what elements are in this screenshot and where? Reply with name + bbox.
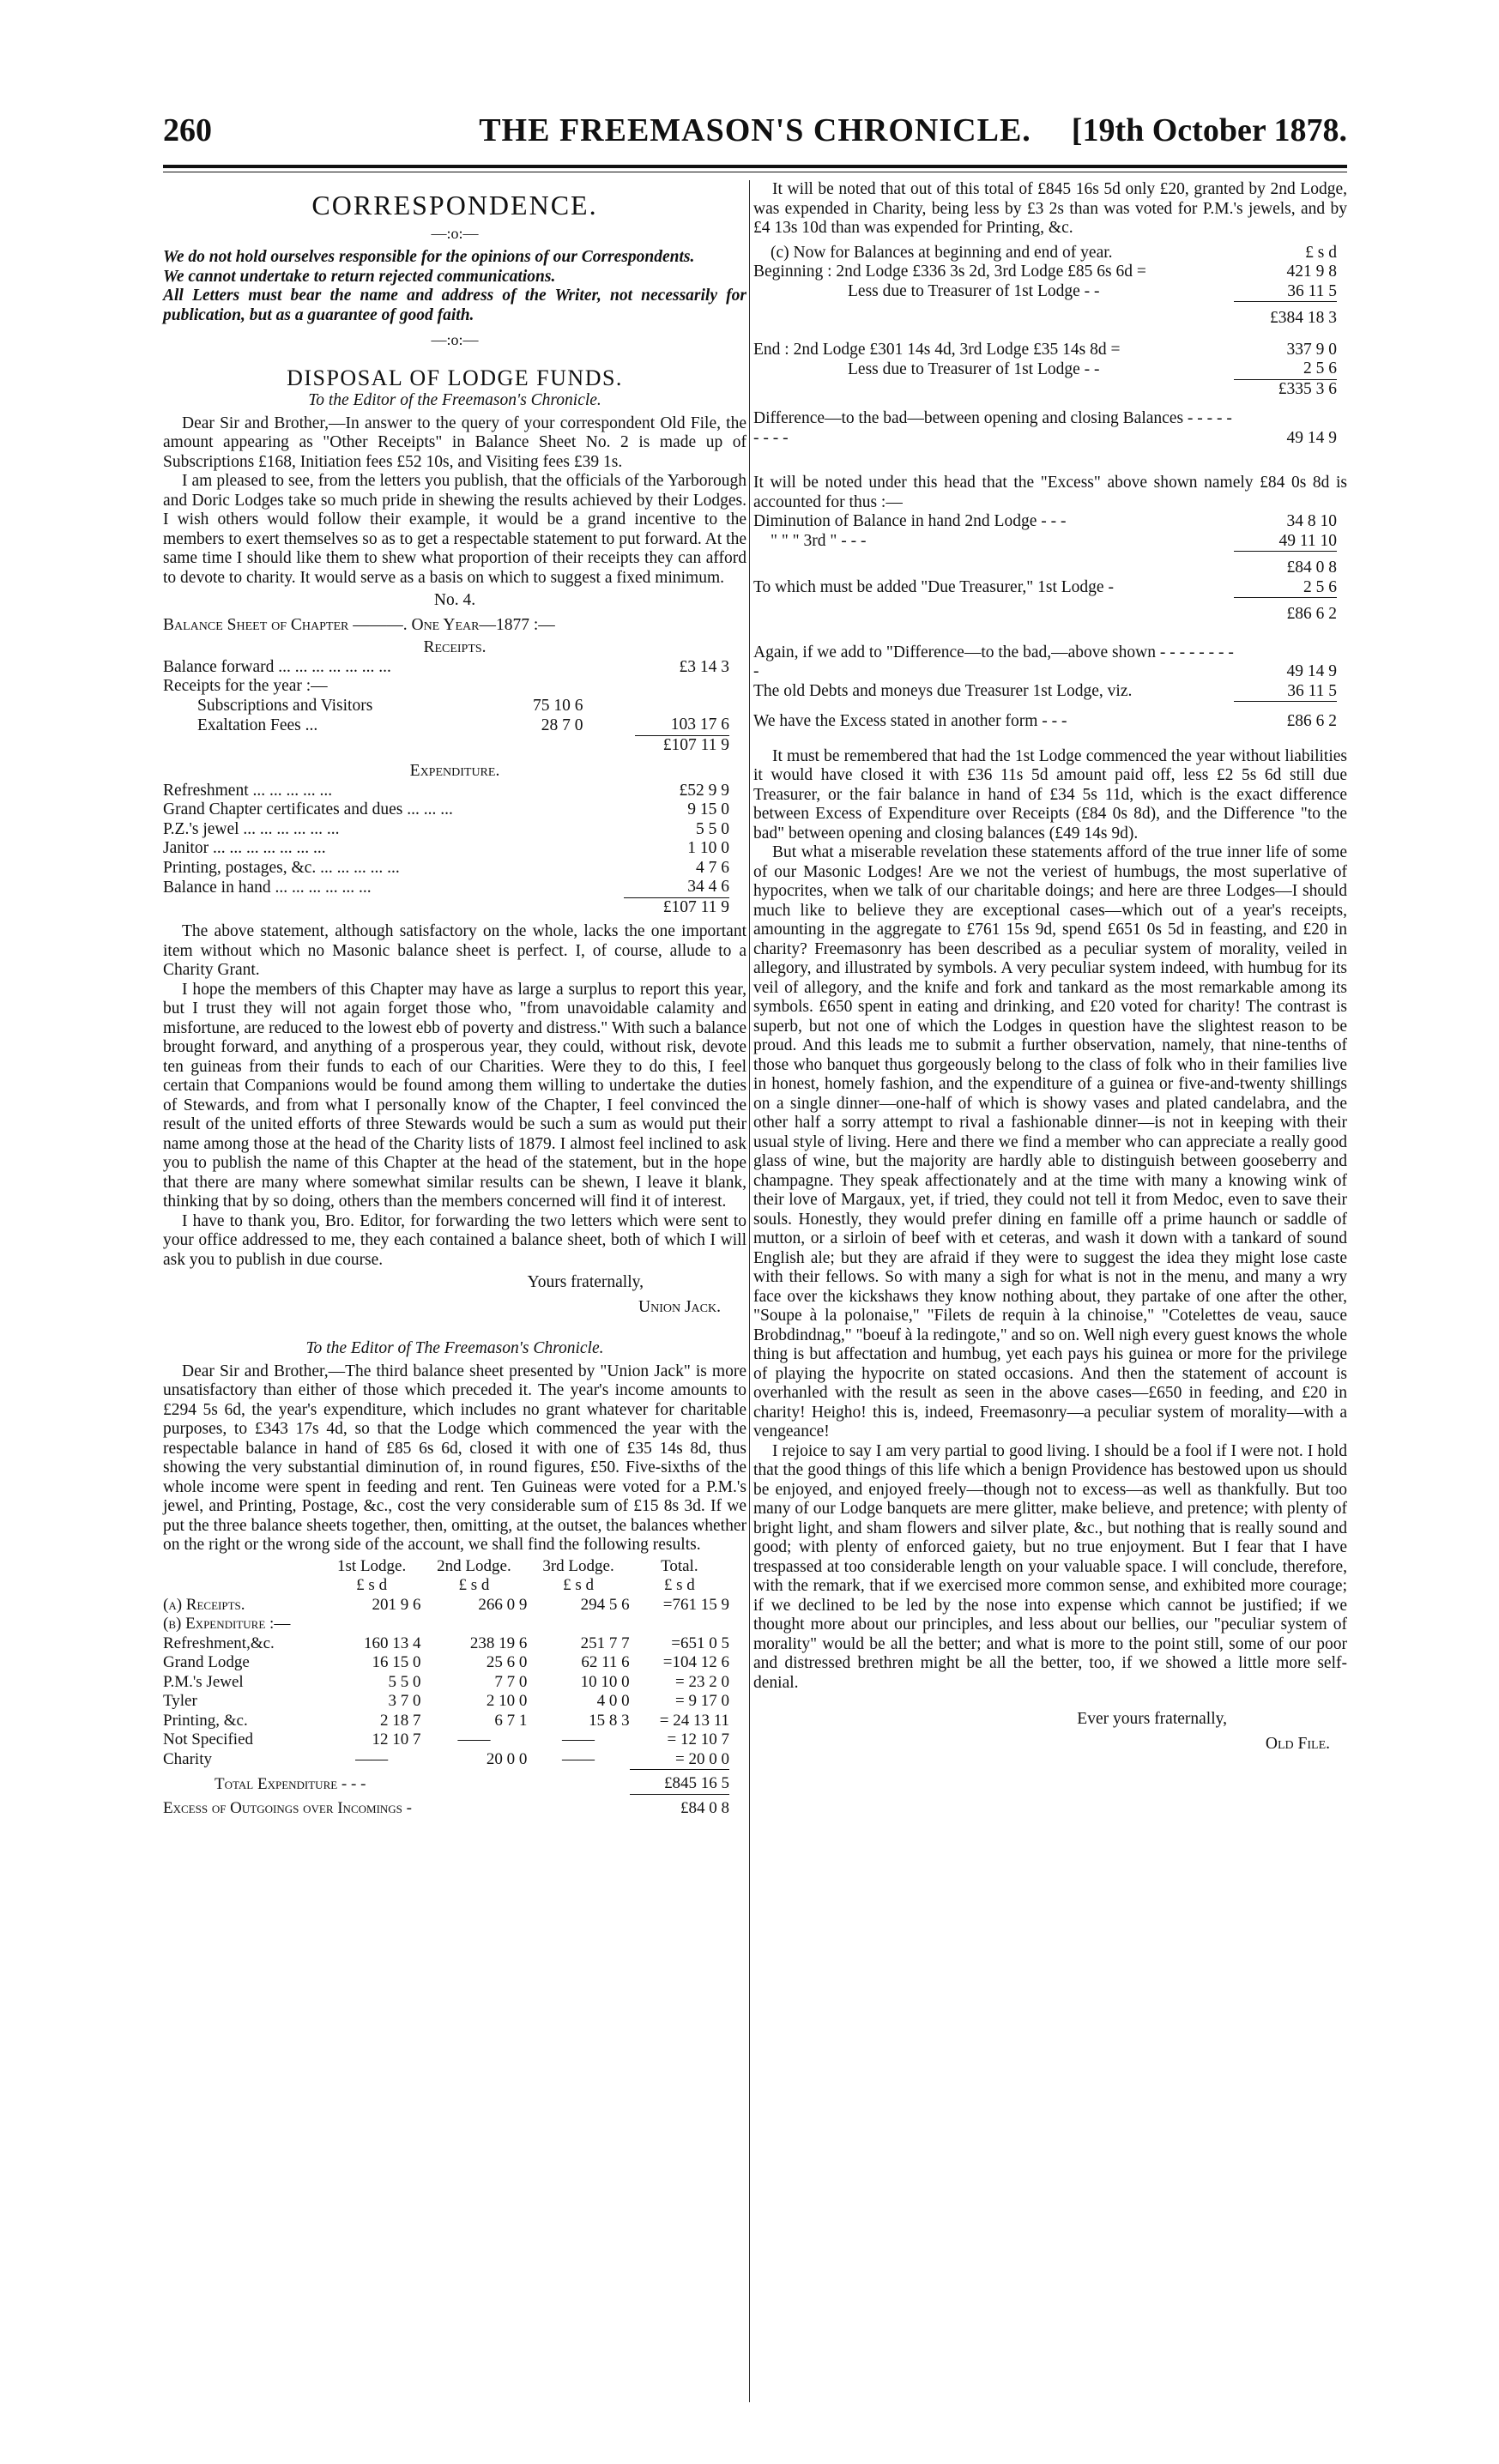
- ornament-separator: —:o:—: [431, 224, 479, 242]
- cell: = 20 0 0: [675, 1749, 729, 1768]
- row-amount: 75 10 6: [533, 696, 583, 715]
- column-header: Total.: [661, 1556, 698, 1575]
- lodge-comparison-table: [163, 1557, 729, 1819]
- letter-paragraph: It will be noted that out of this total of £845 16s 5d only £20, granted by 2nd Lodge, was expended in Charity, being less by £3 2s than was voted for P.M.'s jewels, and by £4 13s 10d than was expended for Printing, &c.: [753, 180, 1347, 237]
- header-rule: [163, 165, 1347, 168]
- table-row: [163, 1673, 729, 1693]
- cell: 201 9 6: [372, 1595, 421, 1614]
- letter-paragraph: I am pleased to see, from the letters you publish, that the officials of the Yarborough and Doric Lodges take so much pride in shewing the results achieved by their Lodges. I wish others would follow their example, it would be a grand incentive to the members to exert themselves so as to get a respectable statement to put forward. At the same time I should like them to shew what proportion of their receipts they can afford to devote to charity. It would serve as a basis on which to suggest a fixed minimum.: [163, 472, 746, 587]
- column-header: 2nd Lodge.: [437, 1556, 511, 1575]
- row-label: Less due to Treasurer of 1st Lodge - -: [848, 282, 1100, 300]
- table-row: [753, 682, 1337, 702]
- lsd-header: £ s d: [1305, 243, 1337, 262]
- expenditure-total: £107 11 9: [624, 897, 729, 917]
- letter-paragraph: It must be remembered that had the 1st Lodge commenced the year without liabilities it would have closed it with £36 11s 5d amount paid off, less £2 5s 6d still due Treasurer, or the fair balance in hand of £34 5s 11d, which is the exact difference between Excess of Expenditure over Receipts (£84 0s 8d), and the Difference "to the bad" between opening and closing balances (£49 14s 9d).: [753, 746, 1347, 842]
- receipts-heading: Receipts.: [423, 638, 487, 656]
- table-row: [163, 1750, 729, 1770]
- issue-date: [19th October 1878.: [1071, 112, 1347, 148]
- disclaimer-note: We do not hold ourselves responsible for the opinions of our Correspondents.: [163, 248, 695, 266]
- row-label: Again, if we add to "Difference—to the bad,—above shown - - - - - - - - -: [753, 643, 1234, 680]
- row-amount: 1 10 0: [687, 839, 729, 857]
- row-amount: 4 7 6: [696, 858, 729, 877]
- cell: = 9 17 0: [675, 1692, 729, 1710]
- table-row: [163, 1692, 729, 1712]
- right-column: [753, 180, 1347, 1754]
- table-row: [163, 1794, 729, 1819]
- table-row: [753, 329, 1337, 360]
- table-row: [753, 399, 1337, 448]
- table-row: [753, 532, 1337, 552]
- correspondence-heading: CORRESPONDENCE.: [311, 190, 598, 220]
- row-amount: 337 9 0: [1286, 340, 1337, 359]
- lsd-header: £ s d: [458, 1576, 490, 1594]
- letter-paragraph: I rejoice to say I am very partial to good living. I should be a fool if I were not. I hold that the good things of this life which a benign Providence has bestowed upon us should be enjoyed, and enjoyed freely—though not to excess—as well as thankfully. But too many of our Lodge banquets are mere glitter, make believe, and pretence; with plenty of bright light, and sham flowers and silver plate, &c., but nothing that is really sound and good; with plenty of enforced gaiety, but no true enjoyment. But I fear that I have trespassed at too considerable length on your valuable space. I will conclude, therefore, with the remark, that if we exercised more common sense, and exhibited more courage; if we declined to be led by the nose into expense which cannot be justified; if we thought more about our principles, and less about our bellies, our "peculiar system of morality" would be all the better; and what is more to the point still, some of our poor and distressed brethren might be all the better, too, if we showed a little more self-denial.: [753, 1441, 1347, 1692]
- balances-table: [753, 244, 1337, 449]
- row-label: (b) Expenditure :—: [163, 1615, 291, 1633]
- paper-title: THE FREEMASON'S CHRONICLE.: [479, 112, 1031, 148]
- chapter-receipts-table: [163, 658, 729, 756]
- cell: 10 10 0: [580, 1672, 630, 1691]
- row-amount: 49 11 10: [1278, 531, 1337, 550]
- cell: ——: [457, 1730, 491, 1748]
- cell: 160 13 4: [364, 1634, 421, 1652]
- table-row: [163, 1634, 729, 1654]
- row-label: Exaltation Fees ...: [197, 716, 318, 734]
- cell: 3 7 0: [388, 1692, 421, 1710]
- row-label: End : 2nd Lodge £301 14s 4d, 3rd Lodge £35 14s 8d =: [753, 340, 1121, 359]
- lsd-header: £ s d: [563, 1576, 594, 1594]
- letter-paragraph: Dear Sir and Brother,—In answer to the query of your correspondent Old File, the amount appearing as "Other Receipts" in Balance Sheet No. 2 is made up of Subscriptions £168, Initiation fees £52 10s, and Visiting fees £39 1s.: [163, 414, 746, 471]
- cell: 294 5 6: [580, 1595, 630, 1614]
- row-label: Printing, &c.: [163, 1711, 248, 1730]
- excess-table: [753, 512, 1337, 732]
- cell: 251 7 7: [580, 1634, 630, 1652]
- row-label: Refreshment ... ... ... ... ...: [163, 781, 333, 800]
- row-label: (c) Now for Balances at beginning and end of year.: [771, 243, 1113, 262]
- row-label: Grand Chapter certificates and dues ... ... ...: [163, 800, 453, 818]
- signature: Union Jack.: [638, 1297, 721, 1316]
- cell: 2 18 7: [380, 1711, 421, 1730]
- letter-paragraph: Dear Sir and Brother,—The third balance sheet presented by "Union Jack" is more unsatisfactory than either of those which preceded it. The year's income amounts to £294 5s 6d, the year's expenditure, which includes no grant whatever for charitable purposes, to £343 17s 4d, so that the Lodge which commenced the year with the respectable balance in hand of £85 6s 6d, closed it with one of £35 14s 8d, thus showing the very substantial diminution of, in round figures, £50. Five-sixths of the whole income were spent in feeding and rent. Ten Guineas were voted for a P.M.'s jewel, and Printing, Postage, &c., cost the very considerable sum of £15 8s 3d. If we put the three balance sheets together, then, omitting, at the outset, the balances whether on the right or the wrong side of the account, we shall find the following results.: [163, 1362, 746, 1554]
- row-amount: 421 9 8: [1286, 263, 1337, 281]
- cell: 4 0 0: [596, 1692, 630, 1710]
- table-header-row: [163, 1576, 729, 1596]
- row-label: Refreshment,&c.: [163, 1634, 275, 1652]
- row-label: Not Specified: [163, 1730, 254, 1748]
- cell: 266 0 9: [478, 1595, 528, 1614]
- table-row: [163, 878, 729, 897]
- row-amount: 2 5 6: [1303, 359, 1337, 377]
- letter-paragraph: The above statement, although satisfactory on the whole, lacks the one important item without which no Masonic balance sheet is perfect. I, of course, allude to a Charity Grant.: [163, 922, 746, 979]
- cell: = 23 2 0: [675, 1672, 729, 1691]
- row-label: Balance forward ... ... ... ... ... ... ...: [163, 657, 391, 676]
- table-row: [753, 625, 1337, 682]
- cell: 5 5 0: [388, 1672, 421, 1691]
- row-label: Beginning : 2nd Lodge £336 3s 2d, 3rd Lodge £85 6s 6d =: [753, 263, 1146, 281]
- row-amount: 9 15 0: [687, 800, 729, 818]
- balance-sheet-title: Balance Sheet of Chapter ———. One Year—1877 :—: [163, 615, 555, 634]
- table-row: [753, 379, 1337, 399]
- row-label: (a) Receipts.: [163, 1595, 245, 1614]
- ornament-separator: —:o:—: [431, 331, 479, 348]
- table-row: [753, 512, 1337, 532]
- table-row: [163, 859, 729, 879]
- row-label: The old Debts and moneys due Treasurer 1st Lodge, viz.: [753, 682, 1133, 700]
- table-row: [163, 800, 729, 820]
- cell: = 12 10 7: [667, 1730, 729, 1748]
- column-separator: [749, 180, 750, 2402]
- cell: =651 0 5: [671, 1634, 729, 1652]
- row-label: Tyler: [163, 1692, 197, 1710]
- article-heading: DISPOSAL OF LODGE FUNDS.: [287, 365, 623, 390]
- table-row: [753, 282, 1337, 302]
- row-label: Printing, postages, &c. ... ... ... ... ...: [163, 858, 400, 877]
- to-editor-line: To the Editor of The Freemason's Chronicle.: [305, 1339, 604, 1357]
- column-header: 3rd Lodge.: [542, 1556, 614, 1575]
- table-row: [163, 782, 729, 801]
- closing-line: Ever yours fraternally,: [1077, 1710, 1227, 1728]
- row-amount: £52 9 9: [679, 781, 729, 800]
- receipts-total: £107 11 9: [635, 735, 730, 755]
- table-row: [163, 677, 729, 697]
- row-label: Total Expenditure - - -: [215, 1774, 366, 1793]
- letter-paragraph: But what a miserable revelation these statements afford of the true inner life of some of our Masonic Lodges! Are we not the veriest of humbugs, the most superlative of hypocrites, when we talk of our charitable doings; and here are three Lodges—I should much like to believe they are exceptional cases—which out of a year's receipts, amounting in the aggregate to £761 15s 9d, spend £651 0s 5d in feasting, and £20 in charity? Freemasonry has been described as a peculiar system of morality, veiled in allegory, and illustrated by symbols. A very peculiar system indeed, with humbug for its veil of allegory, and the knife and fork and tankard as the most remarkable among its symbols. £650 spent in eating and drinking, and £20 voted for charity! The contrast is superb, but not one of which the Lodges in question have the slightest reason to be proud. And this leads me to submit a further observation, namely, that nine-tenths of those who banquet thus gorgeously belong to the class of folk who in their families live in honest, homely fashion, and the expenditure of a guinea or five-and-twenty shillings on a single dinner—one-half of which is showy vases and plated candelabra, and the other half a sorry attempt to rival a fashionable dinner—is not in keeping with their usual style of living. Here and there we find a member who can appreciate a really good glass of wine, but the majority are hardly able to distinguish between gooseberry and champagne. They speak affectionately and at the time with many a knowing wink of their love of Margaux, yet, if tried, they could not tell it from Medoc, even to save their souls. Honestly, they would prefer dining en famille off a prime haunch or saddle of mutton, or a sirloin of beef with et ceteras, and wash it down with a tankard of sound English ale; but they are afraid if they were to suggest the idea they might lose caste with their fellows. So with many a sigh for what is not in the menu, and many a wry face over the kickshaws they know nothing about, they partake of one after the other, "Soupe à la polonaise," "Filets de requin à la chinoise," "Cotelettes de veau, sauce Brobdindnag," "boeuf à la redingote," and so on. Well nigh every guest knows the whole thing is but affectation and humbug, yet each pays his guinea or more for the privilege of playing the hypocrite on stated occasions. And then the statement of account is overhanled with the result as seen in the above cases—£650 in feeding, and £20 in charity! Heigho! this is, indeed, Freemasonry—a peculiar system of morality—with a vengeance!: [753, 843, 1347, 1440]
- masthead: [163, 112, 1347, 163]
- table-row: [753, 598, 1337, 625]
- cell: 15 8 3: [589, 1711, 630, 1730]
- row-amount: 36 11 5: [1287, 681, 1337, 700]
- cell: ——: [562, 1750, 595, 1768]
- table-row: [163, 820, 729, 840]
- chapter-expenditure-table: [163, 782, 729, 918]
- row-label: To which must be added "Due Treasurer," 1st Lodge -: [753, 578, 1114, 596]
- row-label: Diminution of Balance in hand 2nd Lodge - - -: [753, 512, 1067, 530]
- cell: =761 15 9: [662, 1595, 729, 1614]
- cell: 2 10 0: [486, 1692, 528, 1710]
- cell: =104 12 6: [662, 1653, 729, 1671]
- cell: ——: [562, 1730, 595, 1748]
- disclaimer-note: We cannot undertake to return rejected communications.: [163, 267, 556, 286]
- table-row: [163, 1653, 729, 1673]
- table-row: [163, 1770, 729, 1795]
- table-row: [753, 702, 1337, 732]
- cell: 62 11 6: [581, 1653, 630, 1671]
- table-row: [753, 302, 1337, 329]
- row-label: We have the Excess stated in another form - - -: [753, 712, 1067, 730]
- row-amount: £335 3 6: [1234, 379, 1337, 399]
- row-label: Excess of Outgoings over Incomings -: [163, 1799, 412, 1817]
- signature: Old File.: [1265, 1734, 1330, 1753]
- closing-line: Yours fraternally,: [527, 1273, 644, 1291]
- table-row: [163, 839, 729, 859]
- row-amount: £86 6 2: [1234, 598, 1337, 625]
- row-amount: 34 8 10: [1286, 512, 1337, 530]
- cell: 6 7 1: [494, 1711, 528, 1730]
- row-label: Grand Lodge: [163, 1653, 250, 1671]
- page-number: 260: [163, 112, 212, 148]
- row-amount: 2 5 6: [1303, 577, 1337, 596]
- table-row: [163, 697, 729, 716]
- row-label: Less due to Treasurer of 1st Lodge - -: [848, 359, 1100, 378]
- lsd-header: £ s d: [663, 1576, 695, 1594]
- balance-sheet-number: No. 4.: [433, 591, 476, 609]
- table-row: [163, 1596, 729, 1615]
- cell: 20 0 0: [486, 1750, 528, 1768]
- cell: 25 6 0: [486, 1653, 528, 1671]
- table-row: [753, 359, 1337, 379]
- table-row: [163, 1712, 729, 1731]
- expenditure-heading: Expenditure.: [409, 762, 500, 780]
- table-header-row: [163, 1557, 729, 1577]
- row-amount: 49 14 9: [1286, 428, 1337, 447]
- row-label: P.Z.'s jewel ... ... ... ... ... ...: [163, 819, 340, 838]
- table-row: [163, 1615, 729, 1634]
- row-amount: 103 17 6: [670, 716, 729, 734]
- cell: 238 19 6: [469, 1634, 528, 1652]
- disclaimer-note: All Letters must bear the name and address of the Writer, not necessarily for publication, but as a guarantee of good faith.: [163, 287, 746, 324]
- row-amount: £3 14 3: [679, 657, 729, 676]
- cell: ——: [355, 1750, 389, 1768]
- table-row: [753, 552, 1337, 578]
- to-editor-line: To the Editor of the Freemason's Chronicle.: [308, 391, 601, 409]
- row-label: Balance in hand ... ... ... ... ... ...: [163, 878, 372, 897]
- cell: 16 15 0: [372, 1653, 421, 1671]
- row-label: P.M.'s Jewel: [163, 1672, 244, 1691]
- row-amount: 34 4 6: [687, 878, 729, 896]
- letter-paragraph: It will be noted under this head that the "Excess" above shown namely £84 0s 8d is accounted for thus :—: [753, 474, 1347, 511]
- cell: 7 7 0: [494, 1672, 528, 1691]
- table-row: [163, 735, 729, 755]
- left-column: [163, 180, 746, 1819]
- lsd-header: £ s d: [356, 1576, 388, 1594]
- table-row: [753, 578, 1337, 598]
- table-row: [753, 244, 1337, 263]
- table-row: [163, 897, 729, 917]
- row-amount: £384 18 3: [1234, 302, 1337, 329]
- row-label: Subscriptions and Visitors: [197, 696, 373, 715]
- cell: = 24 13 11: [659, 1711, 729, 1730]
- letter-paragraph: I hope the members of this Chapter may have as large a surplus to report this year, but I trust they will not again forget those who, "from unavoidable calamity and misfortune, are reduced to the lowest ebb of poverty and distress." With such a balance brought forward, and anything of a prosperous year, they could, without risk, devote ten guineas from their funds to each of our Charities. Were they to do this, I feel certain that Companions would be found among them willing to undertake the duties of Stewards, and from what I personally know of the Chapter, I feel convinced the result of the united efforts of three Stewards would be such a sum as would put their name among those at the head of the Charity lists of 1879. I almost feel inclined to ask you to publish the name of this Chapter at the head of the statement, but in the hope that there are many where somewhat similar results can be shewn, I leave it blank, thinking that by so doing, others than the members concerned will find it of interest.: [163, 980, 746, 1211]
- cell: 12 10 7: [372, 1730, 421, 1748]
- excess-total: £84 0 8: [630, 1794, 729, 1819]
- row-label: Receipts for the year :—: [163, 677, 328, 695]
- letter-paragraph: I have to thank you, Bro. Editor, for forwarding the two letters which were sent to your office addressed to me, they each contained a balance sheet, both of which I will ask you to publish in due course.: [163, 1211, 746, 1269]
- table-row: [163, 716, 729, 735]
- row-label: " " " 3rd " - - -: [771, 532, 867, 550]
- table-row: [163, 658, 729, 678]
- row-amount: 49 14 9: [1286, 662, 1337, 680]
- row-amount: £86 6 2: [1234, 702, 1337, 732]
- table-row: [753, 263, 1337, 282]
- row-label: Charity: [163, 1750, 212, 1768]
- column-header: 1st Lodge.: [337, 1556, 407, 1575]
- table-row: [163, 1730, 729, 1750]
- row-amount: 5 5 0: [696, 819, 729, 838]
- row-label: Janitor ... ... ... ... ... ... ...: [163, 839, 326, 857]
- row-amount: £84 0 8: [1234, 552, 1337, 578]
- row-amount: 28 7 0: [541, 716, 583, 734]
- row-label: Difference—to the bad—between opening and closing Balances - - - - - - - - -: [753, 409, 1232, 447]
- row-amount: 36 11 5: [1287, 281, 1337, 300]
- total-expenditure: £845 16 5: [630, 1770, 729, 1795]
